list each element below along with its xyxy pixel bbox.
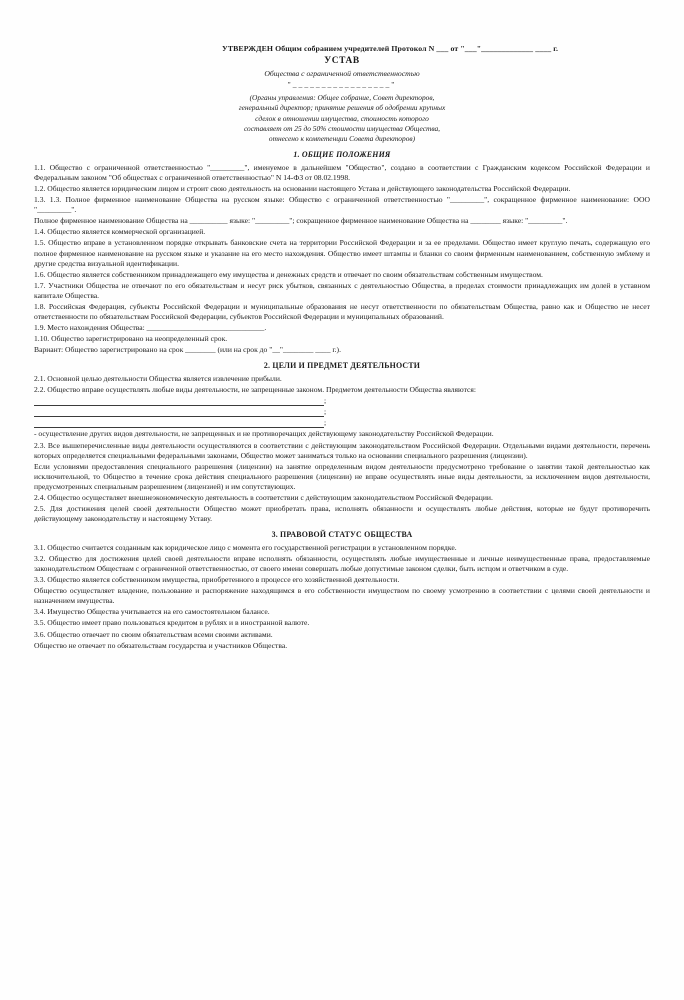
approval-header: УТВЕРЖДЕН Общим собранием учредителей Протокол N ___ от "___"_____________ ____ г. (222, 44, 559, 53)
paragraph-3-5: 3.5. Общество имеет право пользоваться кредитом в рублях и в иностранной валюте. (34, 618, 310, 628)
paragraph-3-1: 3.1. Общество считается созданным как юридическое лицо с момента его государственной регистрации в установленном порядке. (34, 542, 457, 552)
section-heading-3: 3. ПРАВОВОЙ СТАТУС ОБЩЕСТВА (271, 530, 413, 540)
section-heading-2: 2. ЦЕЛИ И ПРЕДМЕТ ДЕЯТЕЛЬНОСТИ (263, 361, 421, 371)
activity-blank-sep-1: ; (324, 396, 327, 406)
activity-blank-2 (34, 407, 650, 417)
paragraph-1-5: 1.5. Общество вправе в установленном порядке открывать банковские счета на территории Российской Федерации и за ее пределами. Общество имеет круглую печать, содержащую его полное фирменное наименование на русском языке и указание на его место нахождения. Общество имеет штампы и бланки со своим фирменным наименованием, собственную эмблему и другие средства визуальной идентификации. (34, 238, 650, 268)
management-note-line-2: генеральный директор; принятие решения об одобрении крупных (238, 103, 446, 113)
paragraph-1-3-foreign: Полное фирменное наименование Общества на __________ языке: "_________"; сокращенное фирменное наименование Общества на ________ языке: "_________". (34, 216, 568, 226)
paragraph-1-3: 1.3. 1.3. Полное фирменное наименование Общества на русском языке: Общество с ограниченной ответственностью "_________", сокращенное фирменное наименование: ООО "_________". (34, 195, 650, 215)
paragraph-1-2: 1.2. Общество является юридическим лицом и строит свою деятельность на основании настоящего Устава и действующего законодательства Российской Федерации. (34, 183, 571, 193)
paragraph-2-5: 2.5. Для достижения целей своей деятельности Общество может приобретать права, исполнять обязанности и осуществлять любые действия, которые не будут противоречить действующему законодательству и настоящему Уставу. (34, 504, 650, 524)
document-body (34, 44, 650, 651)
activity-blank-sep-2: ; (324, 407, 327, 417)
management-note-line-5: отнесено к компетенции Совета директоров) (268, 134, 416, 144)
management-note-line-1: (Органы управления: Общее собрание, Совет директоров, (249, 93, 435, 103)
activity-blank-1 (34, 396, 650, 406)
paragraph-3-4: 3.4. Имущество Общества учитывается на его самостоятельном балансе. (34, 607, 270, 617)
paragraph-1-7: 1.7. Участники Общества не отвечают по его обязательствам и несут риск убытков, связанных с деятельностью Общества, в пределах стоимости принадлежащих им долей в уставном капитале Общества. (34, 280, 650, 300)
paragraph-3-2: 3.2. Общество для достижения целей своей деятельности вправе исполнять обязанности, осуществлять любые имущественные и личные неимущественные права, предоставляемые законодательством Обществам с ограниченной ответственностью, от своего имени совершать любые допустимые законом сделки, быть истцом и ответчиком в суде. (34, 553, 650, 573)
paragraph-1-10: 1.10. Общество зарегистрировано на неопределенный срок. (34, 334, 228, 344)
paragraph-1-9: 1.9. Место нахождения Общества: _______________________________. (34, 323, 267, 333)
paragraph-1-4: 1.4. Общество является коммерческой организацией. (34, 227, 206, 237)
activity-blank-sep-3: ; (324, 418, 327, 428)
paragraph-3-3: 3.3. Общество является собственником имущества, приобретенного в процессе его хозяйственной деятельности. (34, 575, 400, 585)
paragraph-1-1: 1.1. Общество с ограниченной ответственностью "_________", именуемое в дальнейшем "Общество", создано в соответствии с Гражданским кодексом Российской Федерации и Федеральным законом "Об обществах с ограниченной ответственностью" N 14-ФЗ от 08.02.1998. (34, 162, 650, 182)
activity-blank-3 (34, 418, 650, 428)
activity-blank-rule-2 (34, 407, 327, 417)
paragraph-2-3-license: Если условиями предоставления специального разрешения (лицензии) на занятие определенным видом деятельности предусмотрено требование о занятии такой деятельностью как исключительной, то Общество в течение срока действия специального разрешения (лицензии) не вправе осуществлять иные виды деятельности, за исключением видов деятельности, предусмотренных специальным разрешением (лицензией) и им сопутствующих. (34, 461, 650, 491)
section-heading-1: 1. ОБЩИЕ ПОЛОЖЕНИЯ (293, 150, 391, 160)
paragraph-2-2-other: - осуществление других видов деятельности, не запрещенных и не противоречащих действующему законодательству Российской Федерации. (34, 429, 494, 439)
activity-blank-rule-3 (34, 418, 327, 428)
document-title: УСТАВ (324, 56, 360, 67)
management-note-line-4: составляет от 25 до 50% стоимости имущества Общества, (243, 123, 441, 133)
company-name-blank: "_________________" (287, 80, 397, 90)
document-subtitle: Общества с ограниченной ответственностью (264, 68, 420, 78)
paragraph-1-8: 1.8. Российская Федерация, субъекты Российской Федерации и муниципальные образования не несут ответственности по обязательствам Общества, равно как и Общество не несет ответственности по обязательствам Российской Федерации, субъектов Российской Федерации и муниципальных образований. (34, 302, 650, 322)
management-note-line-3: сделок в отношении имущества, стоимость которого (255, 113, 429, 123)
paragraph-1-6: 1.6. Общество является собственником принадлежащего ему имущества и денежных средств и отвечает по своим обязательствам собственным имуществом. (34, 269, 543, 279)
paragraph-2-4: 2.4. Общество осуществляет внешнеэкономическую деятельность в соответствии с действующим законодательством Российской Федерации. (34, 493, 493, 502)
paragraph-3-6: 3.6. Общество отвечает по своим обязательствам всеми своими активами. (34, 629, 273, 639)
management-note (34, 93, 650, 144)
activity-blank-rule-1 (34, 396, 327, 406)
paragraph-3-3-cont: Общество осуществляет владение, пользование и распоряжение находящимся в его собственности имуществом по своему усмотрению в соответствии с целями своей деятельности и назначением имущества. (34, 586, 650, 606)
paragraph-3-6-cont: Общество не отвечает по обязательствам государства и участников Общества. (34, 640, 288, 650)
paragraph-2-1: 2.1. Основной целью деятельности Общества является извлечение прибыли. (34, 373, 282, 383)
paragraph-1-10-variant: Вариант: Общество зарегистрировано на срок ________ (или на срок до "__"________ ____ г.). (34, 345, 341, 355)
paragraph-2-2: 2.2. Общество вправе осуществлять любые виды деятельности, не запрещенные законом. Предметом деятельности Общества являются: (34, 385, 476, 395)
paragraph-2-3: 2.3. Все вышеперечисленные виды деятельности осуществляются в соответствии с действующим законодательством Российской Федерации. Отдельными видами деятельности, перечень которых определяется специальными федеральными законами, Общество может заниматься только на основании специального разрешения (лицензии). (34, 440, 650, 460)
